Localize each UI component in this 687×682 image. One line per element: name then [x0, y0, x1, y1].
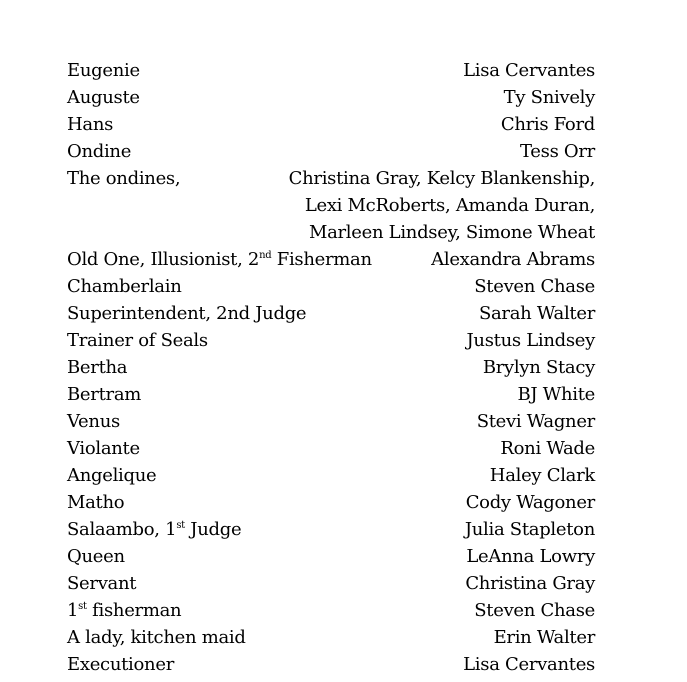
cast-row: [67, 300, 595, 327]
cast-row: [67, 381, 595, 408]
role-name: Venus: [67, 411, 120, 432]
cast-row: [67, 138, 595, 165]
cast-row: [67, 435, 595, 462]
cast-row: [67, 273, 595, 300]
cast-row: [67, 543, 595, 570]
actor-name: Ty Snively: [503, 87, 595, 108]
role-name: Auguste: [67, 87, 140, 108]
actor-name: Alexandra Abrams: [431, 249, 595, 270]
role-name: Hans: [67, 114, 114, 135]
role-text: Salaambo, 1: [67, 519, 177, 540]
role-name: Violante: [67, 438, 140, 459]
actor-name: Lisa Cervantes: [463, 654, 595, 675]
cast-row: [67, 327, 595, 354]
cast-row: [67, 57, 595, 84]
actor-name: Brylyn Stacy: [482, 357, 595, 378]
cast-row: [67, 354, 595, 381]
role-text: Old One, Illusionist, 2: [67, 249, 260, 270]
actor-name: LeAnna Lowry: [466, 546, 595, 567]
role-name: Eugenie: [67, 60, 140, 81]
role-name: Bertram: [67, 384, 142, 405]
actor-name: Sarah Walter: [478, 303, 595, 324]
cast-row: [67, 570, 595, 597]
actor-name: Steven Chase: [474, 600, 595, 621]
cast-row-continuation: [67, 219, 595, 246]
cast-row: [67, 624, 595, 651]
actor-name: Lexi McRoberts, Amanda Duran,: [304, 195, 595, 216]
cast-row: [67, 408, 595, 435]
actor-name: Marleen Lindsey, Simone Wheat: [308, 222, 595, 243]
role-name: Chamberlain: [67, 276, 182, 297]
actor-name: BJ White: [517, 384, 595, 405]
role-name: Bertha: [67, 357, 128, 378]
actor-name: Tess Orr: [519, 141, 595, 162]
cast-row: [67, 597, 595, 624]
cast-row: [67, 84, 595, 111]
actor-name: Roni Wade: [500, 438, 595, 459]
ordinal-suffix: nd: [259, 250, 272, 261]
role-name: A lady, kitchen maid: [67, 627, 246, 648]
actor-name: Erin Walter: [493, 627, 595, 648]
cast-row-continuation: [67, 192, 595, 219]
role-name: Matho: [67, 492, 125, 513]
ordinal-suffix: st: [176, 520, 185, 531]
role-name: Trainer of Seals: [67, 330, 208, 351]
role-name: Angelique: [67, 465, 157, 486]
cast-row: [67, 489, 595, 516]
actor-name: Cody Wagoner: [465, 492, 595, 513]
role-name: Executioner: [67, 654, 174, 675]
role-name: Superintendent, 2nd Judge: [67, 303, 307, 324]
actor-name: Christina Gray, Kelcy Blankenship,: [288, 168, 595, 189]
role-name: Servant: [67, 573, 137, 594]
role-name: Queen: [67, 546, 125, 567]
role-text: fisherman: [86, 600, 182, 621]
cast-row: [67, 651, 595, 678]
role-name: [67, 597, 181, 624]
role-name: The ondines,: [67, 168, 181, 189]
role-name: [67, 246, 372, 273]
actor-name: Christina Gray: [465, 573, 595, 594]
actor-name: Haley Clark: [489, 465, 595, 486]
cast-row: [67, 516, 595, 543]
cast-list: [67, 57, 595, 678]
role-name: [67, 516, 241, 543]
actor-name: Lisa Cervantes: [463, 60, 595, 81]
actor-name: Steven Chase: [474, 276, 595, 297]
cast-row: [67, 462, 595, 489]
cast-row: [67, 111, 595, 138]
role-text: Judge: [184, 519, 242, 540]
ordinal-suffix: st: [78, 601, 87, 612]
cast-row: [67, 165, 595, 192]
role-name: Ondine: [67, 141, 132, 162]
actor-name: Julia Stapleton: [464, 519, 595, 540]
actor-name: Justus Lindsey: [466, 330, 595, 351]
role-text: Fisherman: [271, 249, 372, 270]
actor-name: Stevi Wagner: [476, 411, 595, 432]
cast-row: [67, 246, 595, 273]
role-text: 1: [67, 600, 79, 621]
actor-name: Chris Ford: [500, 114, 595, 135]
